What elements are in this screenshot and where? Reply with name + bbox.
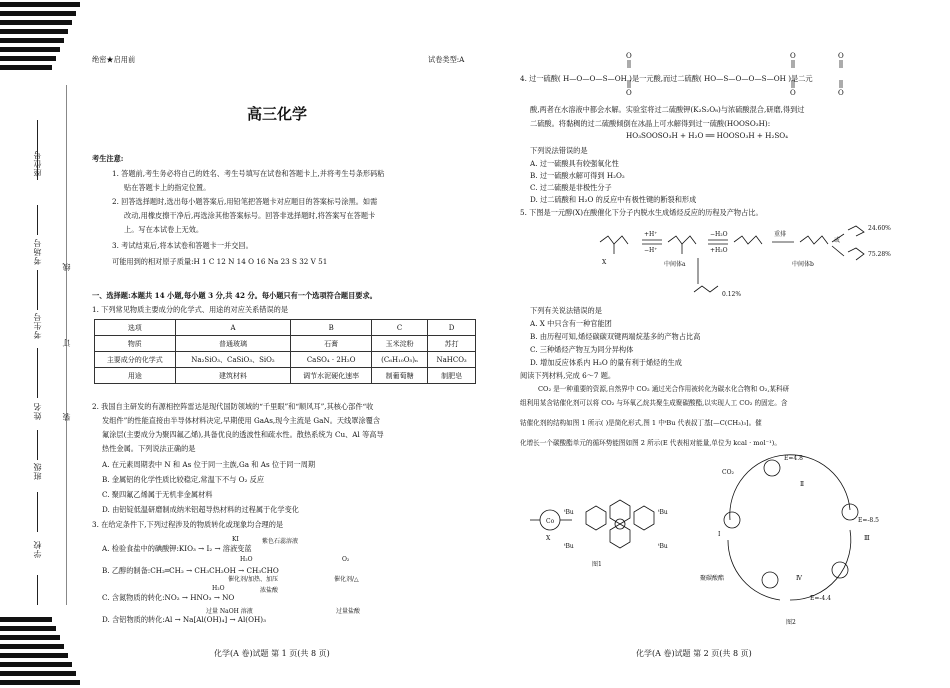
q5-option: A. X 中只含有一种官能团	[530, 319, 612, 328]
notice-line: 上。写在本试卷上无效。	[124, 225, 204, 234]
svg-text:O: O	[790, 89, 796, 97]
table-cell: C	[371, 320, 427, 336]
q5-option: B. 由历程可知,烯烃碳碳双键两端烷基多的产物占比高	[530, 332, 701, 341]
svg-text:O: O	[838, 52, 844, 60]
q4-option: C. 过二硫酸是非极性分子	[530, 183, 612, 192]
figure-label: 图1	[592, 561, 602, 568]
table-cell: 物质	[95, 336, 176, 352]
table-cell: A	[175, 320, 291, 336]
diagram-label: 重排	[774, 231, 787, 238]
table-cell: D	[428, 320, 476, 336]
reading-line: 化增长一个碳酸酯单元的循环势能图如图 2 所示(E 代表相对能量,单位为 kcal · mol⁻¹)。	[520, 439, 781, 447]
table-cell: Na₂SiO₃、CaSiO₃、SiO₂	[175, 352, 291, 368]
table-cell: 制葡萄糖	[371, 368, 427, 384]
arrow-label: 紫色石蕊溶液	[262, 538, 299, 545]
arrow-label: H₂O	[212, 585, 225, 592]
seat-label: 座位号	[33, 150, 42, 177]
arrow-label: KI	[232, 536, 239, 543]
arrow-label: 浓盐酸	[260, 587, 279, 594]
diagram-label: 或	[834, 237, 841, 244]
table-cell: 玉米淀粉	[371, 336, 427, 352]
notice-line: 贴在答题卡上的指定位置。	[124, 183, 211, 192]
diagram-label: −H⁺	[644, 247, 658, 254]
table-cell: 建筑材料	[175, 368, 291, 384]
cut-mark-pack: 装	[62, 412, 71, 421]
name-label: 姓名	[33, 402, 42, 420]
confidential-mark: 绝密★启用前	[92, 55, 136, 64]
q2-option: B. 金属铝的化学性质比较稳定,常温下不与 O₂ 反应	[102, 475, 265, 484]
q4-line: 4. 过一硫酸( H—O—O—S—OH )是一元酸,而过二硫酸( HO—S—O—O—S—OH )是二元	[520, 74, 813, 83]
figure-label: ᵗBu	[564, 509, 574, 516]
q4-option: D. 过二硫酸和 H₂O 的反应中有极性键的断裂和形成	[530, 195, 697, 204]
figure-1-catalyst	[520, 490, 680, 570]
table-cell: 调节水泥硬化速率	[291, 368, 372, 384]
figure-label: CO₂	[722, 469, 734, 476]
figure-label: 图2	[786, 619, 796, 626]
diagram-label: X	[602, 259, 607, 266]
q2-option: C. 聚四氟乙烯属于无机非金属材料	[102, 490, 213, 499]
figure-label: Ⅱ	[800, 481, 805, 488]
table-cell: NaHCO₃	[428, 352, 476, 368]
q1-stem: 1. 下列常见物质主要成分的化学式、用途的对应关系错误的是	[92, 305, 289, 314]
arrow-label: O₂	[342, 556, 350, 563]
diagram-label: +H₂O	[710, 247, 728, 254]
footer-left: 化学(A 卷)试题 第 1 页(共 8 页)	[214, 649, 330, 658]
table-cell: 制肥皂	[428, 368, 476, 384]
figure-label: Ⅳ	[796, 575, 802, 582]
table-cell: (C₆H₁₀O₅)ₙ	[371, 352, 427, 368]
diagram-label: −H₂O	[710, 231, 728, 238]
q2-line: 发组件”的性能直接由半导体材料决定,早期使用 GaAs,现今主流是 GaN。天线罩涂覆含	[102, 416, 381, 425]
diagram-label: 中间体a	[664, 261, 686, 268]
q5-reaction-diagram	[594, 222, 891, 302]
arrow-label: 过量 NaOH 溶液	[206, 608, 253, 615]
table-cell: 用途	[95, 368, 176, 384]
q5-option: D. 增加反应体系内 H₂O 的量有利于烯烃的生成	[530, 358, 682, 367]
room-label: 考场号	[33, 238, 42, 265]
page-title: 高三化学	[247, 105, 308, 123]
q2-option: D. 由铝锭低温研磨制成纳米铝超导热材料的过程属于化学变化	[102, 505, 299, 514]
q2-option: A. 在元素周期表中 N 和 As 位于同一主族,Ga 和 As 位于同一周期	[102, 460, 316, 469]
figure-2-cycle	[700, 450, 890, 630]
table-cell: 石膏	[291, 336, 372, 352]
notice-line: 3. 考试结束后,将本试卷和答题卡一并交回。	[112, 241, 253, 250]
class-label: 班级	[33, 462, 42, 480]
figure-label: Ⅲ	[864, 535, 870, 542]
arrow-label: 催化剂/加热、加压	[228, 576, 279, 583]
figure-label: E=4.8	[784, 455, 803, 462]
table-cell: 选项	[95, 320, 176, 336]
figure-label: ᵗBu	[658, 509, 668, 516]
q4-equation: HO₃SOOSO₃H + H₂O ══ HOOSO₃H + H₂SO₄	[626, 131, 789, 140]
q3-stem: 3. 在给定条件下,下列过程涉及的物质转化或现象均合理的是	[92, 520, 284, 529]
section-heading: 一、选择题:本题共 14 小题,每小题 3 分,共 42 分。每小题只有一个选项符合题目要求。	[92, 291, 377, 300]
diagram-label: 中间体b	[792, 261, 814, 268]
svg-text:O: O	[790, 52, 796, 60]
notice-heading: 考生注意:	[92, 154, 124, 163]
diagram-label: 75.28%	[868, 251, 891, 258]
svg-text:O: O	[626, 52, 632, 60]
footer-right: 化学(A 卷)试题 第 2 页(共 8 页)	[636, 649, 752, 658]
notice-line: 改动,用橡皮擦干净后,再选涂其他答案标号。回答非选择题时,将答案写在答题卡	[124, 211, 376, 220]
q4-line: 酸,两者在水溶液中都会水解。实验室将过二硫酸钾(K₂S₂O₈)与浓硫酸混合,研磨,得到过	[530, 105, 805, 114]
paper-type: 试卷类型:A	[428, 55, 465, 64]
diagram-label: 0.12%	[722, 291, 742, 298]
notice-line: 1. 答题前,考生务必将自己的姓名、考生号填写在试卷和答题卡上,并将考生号条形码粘	[112, 169, 385, 178]
cut-mark-line: 线	[62, 262, 71, 271]
q5-option: C. 三种烯烃产物互为同分异构体	[530, 345, 634, 354]
table-cell: 普通玻璃	[175, 336, 291, 352]
table-cell: 主要成分的化学式	[95, 352, 176, 368]
q4-line: 下列说法错误的是	[530, 146, 588, 155]
q3-option: B. 乙醇的制备:CH₂═CH₂ → CH₃CH₂OH → CH₃CHO	[102, 566, 279, 575]
reading-intro: 阅读下列材料,完成 6～7 题。	[520, 371, 616, 380]
table-cell: 苏打	[428, 336, 476, 352]
q4-option: B. 过一硫酸水解可得到 H₂O₂	[530, 171, 625, 180]
arrow-label: 过量盐酸	[336, 608, 361, 615]
q5-stem2: 下列有关说法错误的是	[530, 306, 602, 315]
figure-label: 聚碳酸酯	[700, 575, 725, 582]
svg-text:Co: Co	[546, 518, 555, 525]
diagram-label: 24.60%	[868, 225, 891, 232]
reading-line: 钴催化剂的结构如图 1 所示( )是简化形式,图 1 中ᵗBu 代表叔丁基[—C(CH₃)₃]。催	[520, 419, 762, 427]
figure-label: ᵗBu	[658, 543, 668, 550]
q4-line: 二硫酸。将黏稠的过二硫酸倾倒在冰晶上可水解得到过一硫酸(HOOSO₃H):	[530, 119, 771, 128]
q4-option: A. 过一硫酸具有较强氧化性	[530, 159, 619, 168]
figure-label: Ⅰ	[718, 531, 721, 538]
q2-line: 热性金属。下列说法正确的是	[102, 444, 196, 453]
notice-line: 2. 回答选择题时,选出每小题答案后,用铅笔把答题卡对应题目的答案标号涂黑。如需	[112, 197, 378, 206]
q3-option: C. 含氮物质的转化:NO₂ → HNO₃ → NO	[102, 593, 235, 602]
table-cell: B	[291, 320, 372, 336]
svg-text:O: O	[626, 89, 632, 97]
cut-mark-bind: 订	[62, 338, 71, 347]
svg-text:O: O	[838, 89, 844, 97]
arrow-label: H₂O	[240, 556, 253, 563]
q5-stem: 5. 下图是一元醇(X)在酸催化下分子内脱水生成烯烃反应的历程及产物占比。	[520, 208, 763, 217]
figure-label: E=-8.5	[858, 517, 879, 524]
q2-line: 氟涂层(主要成分为聚四氟乙烯),具备优良的透波性和疏水性。散热系统为 Cu、Al 等高导	[102, 430, 384, 439]
student-id-label: 考生号	[33, 312, 42, 339]
table-cell: CaSO₄ · 2H₂O	[291, 352, 372, 368]
school-label: 学校	[33, 540, 42, 558]
q3-option: A. 检验食盐中的碘酸钾:KIO₃ → I₂ → 溶液变蓝	[102, 544, 252, 553]
q1-table	[94, 319, 476, 384]
figure-label: X	[546, 535, 551, 542]
reading-line: 组利用某含钴催化剂可以将 CO₂ 与环氧乙烷共聚生成聚碳酸酯,以实现人工 CO₂ 的固定。含	[520, 399, 788, 407]
figure-label: ᵗBu	[564, 543, 574, 550]
diagram-label: +H⁺	[644, 231, 658, 238]
q3-option: D. 含铝物质的转化:Al → Na[Al(OH)₄] → Al(OH)₃	[102, 615, 266, 624]
arrow-label: 催化剂/△	[334, 576, 359, 583]
atomic-mass: 可能用到的相对原子质量:H 1 C 12 N 14 O 16 Na 23 S 32 V 51	[112, 257, 328, 266]
q2-line: 2. 我国自主研发的有源相控阵雷达是现代国防领域的“千里眼”和“顺风耳”,其核心部件“收	[92, 402, 374, 411]
figure-label: E=-4.4	[810, 595, 831, 602]
reading-line: CO₂ 是一种重要的资源,自然界中 CO₂ 通过光合作用被转化为碳水化合物和 O₂,某科研	[538, 385, 790, 393]
